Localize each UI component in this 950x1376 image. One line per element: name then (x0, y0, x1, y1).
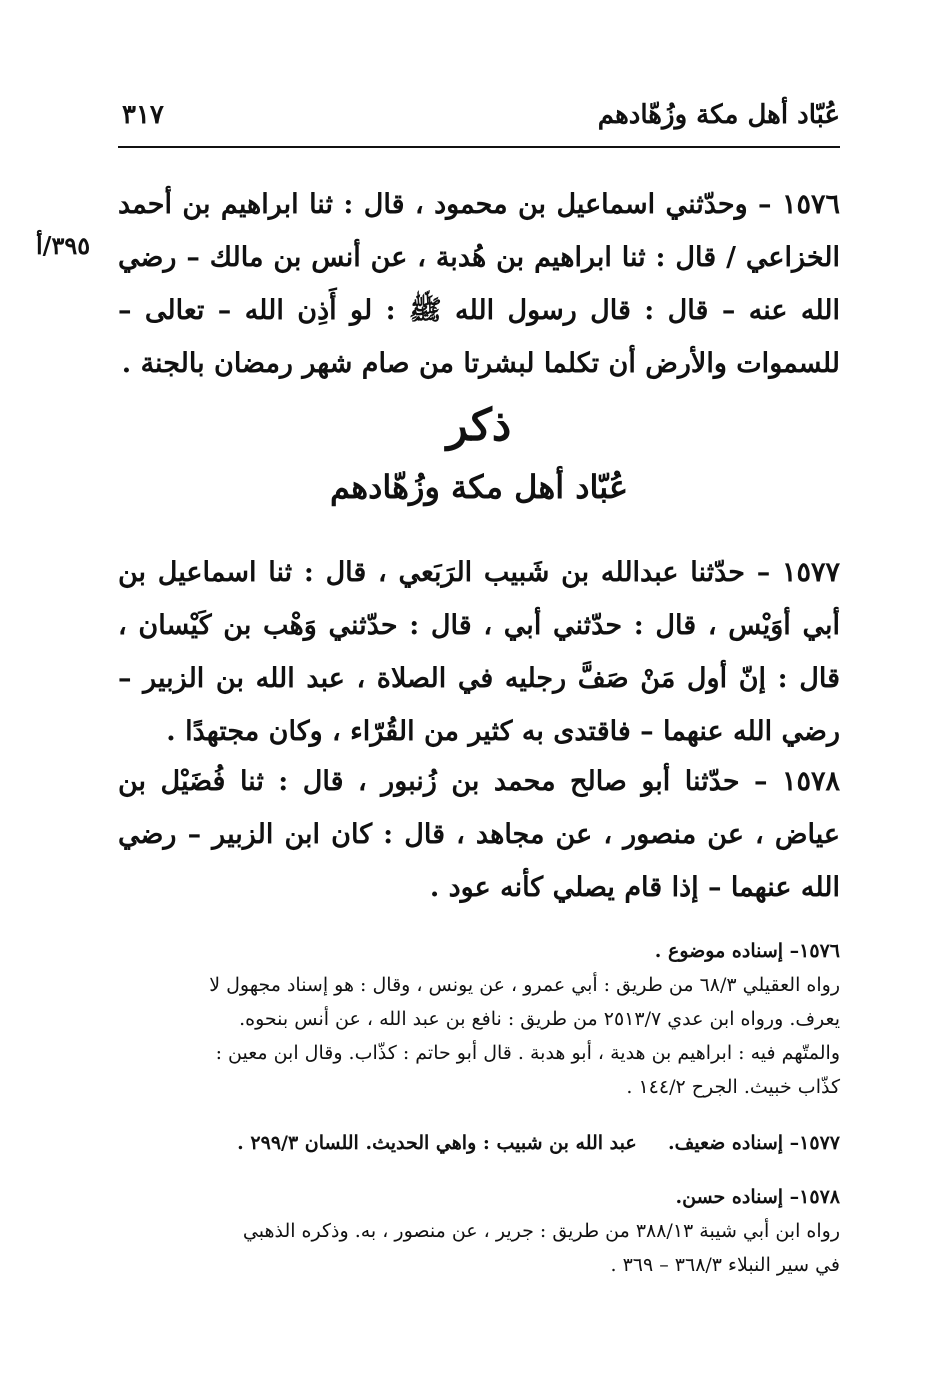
page-number: ٣١٧ (122, 100, 164, 130)
footnote-grade: إسناده موضوع . (654, 940, 784, 962)
hadith-1577: ١٥٧٧ – حدّثنا عبدالله بن شَبيب الرَبَعي ، قال : ثنا اسماعيل بن أبي أوَيْس ، قال : حدّثني أبي ، قال : حدّثني وَهْب بن كَيْسان ، قال : إنّ أول مَنْ صَفَّ رجليه في الصلاة ، عبد الله بن الزبير – رضي الله عنهما – فاقتدى به كثير من القُرّاء ، وكان مجتهدًا . (118, 557, 840, 747)
running-title: عُبّاد أهل مكة وزُهّادهم (597, 100, 840, 130)
page-header (118, 92, 840, 152)
footnote-line: يعرف. ورواه ابن عدي ٢٥١٣/٧ من طريق : نافع بن عبد الله ، عن أنس بنحوه. (239, 1008, 840, 1030)
footnote-text: عبد الله بن شبيب : واهي الحديث. اللسان ٢٩٩/٣ . (237, 1132, 637, 1154)
footnote-number: ١٥٧٦– (789, 940, 840, 962)
footnote-line: رواه العقيلي ٦٨/٣ من طريق : أبي عمرو ، عن يونس ، وقال : هو إسناد مجهول لا (209, 974, 840, 996)
section-dhikr-heading: ذكر (446, 400, 512, 451)
footnote-1576 (118, 934, 840, 1104)
footnote-1576-head (118, 934, 840, 968)
footnote-1577-head (118, 1126, 840, 1160)
footnote-number: ١٥٧٧– (789, 1132, 840, 1154)
hadith-1578: ١٥٧٨ – حدّثنا أبو صالح محمد بن زُنبور ، قال : ثنا فُضَيْل بن عياض ، عن منصور ، عن مجاهد ، قال : كان ابن الزبير – رضي الله عنهما – إذا قام يصلي كأنه عود . (118, 766, 840, 903)
footnote-line: في سير النبلاء ٣٦٨/٣ – ٣٦٩ . (610, 1254, 840, 1276)
footnote-grade: إسناده ضعيف. (667, 1132, 784, 1154)
section-title: عُبّاد أهل مكة وزُهّادهم (329, 468, 629, 506)
footnote-1577 (118, 1126, 840, 1160)
footnote-line: رواه ابن أبي شيبة ٣٨٨/١٣ من طريق : جرير ، عن منصور ، به. وذكره الذهبي (242, 1220, 840, 1242)
footnote-grade: إسناده حسن. (675, 1186, 784, 1208)
footnote-1578 (118, 1180, 840, 1282)
footnote-1578-head (118, 1180, 840, 1214)
hadith-1576: ١٥٧٦ – وحدّثني اسماعيل بن محمود ، قال : ثنا ابراهيم بن أحمد الخزاعي / قال : ثنا ابراهيم بن هُدبة ، عن أنس بن مالك – رضي الله عنه – قال : قال رسول الله ﷺ : لو أَذِن الله – تعالى – للسموات والأرض أن تكلما لبشرتا من صام شهر رمضان بالجنة . (118, 189, 840, 379)
footnote-number: ١٥٧٨– (789, 1186, 840, 1208)
manuscript-folio-reference: ٣٩٥/أ (36, 231, 91, 260)
header-rule (118, 146, 840, 148)
footnote-line: والمتّهم فيه : ابراهيم بن هدية ، أبو هدبة . قال أبو حاتم : كذّاب. وقال ابن معين : (215, 1042, 840, 1064)
footnote-line: كذّاب خبيث. الجرح ١٤٤/٢ . (626, 1076, 840, 1098)
